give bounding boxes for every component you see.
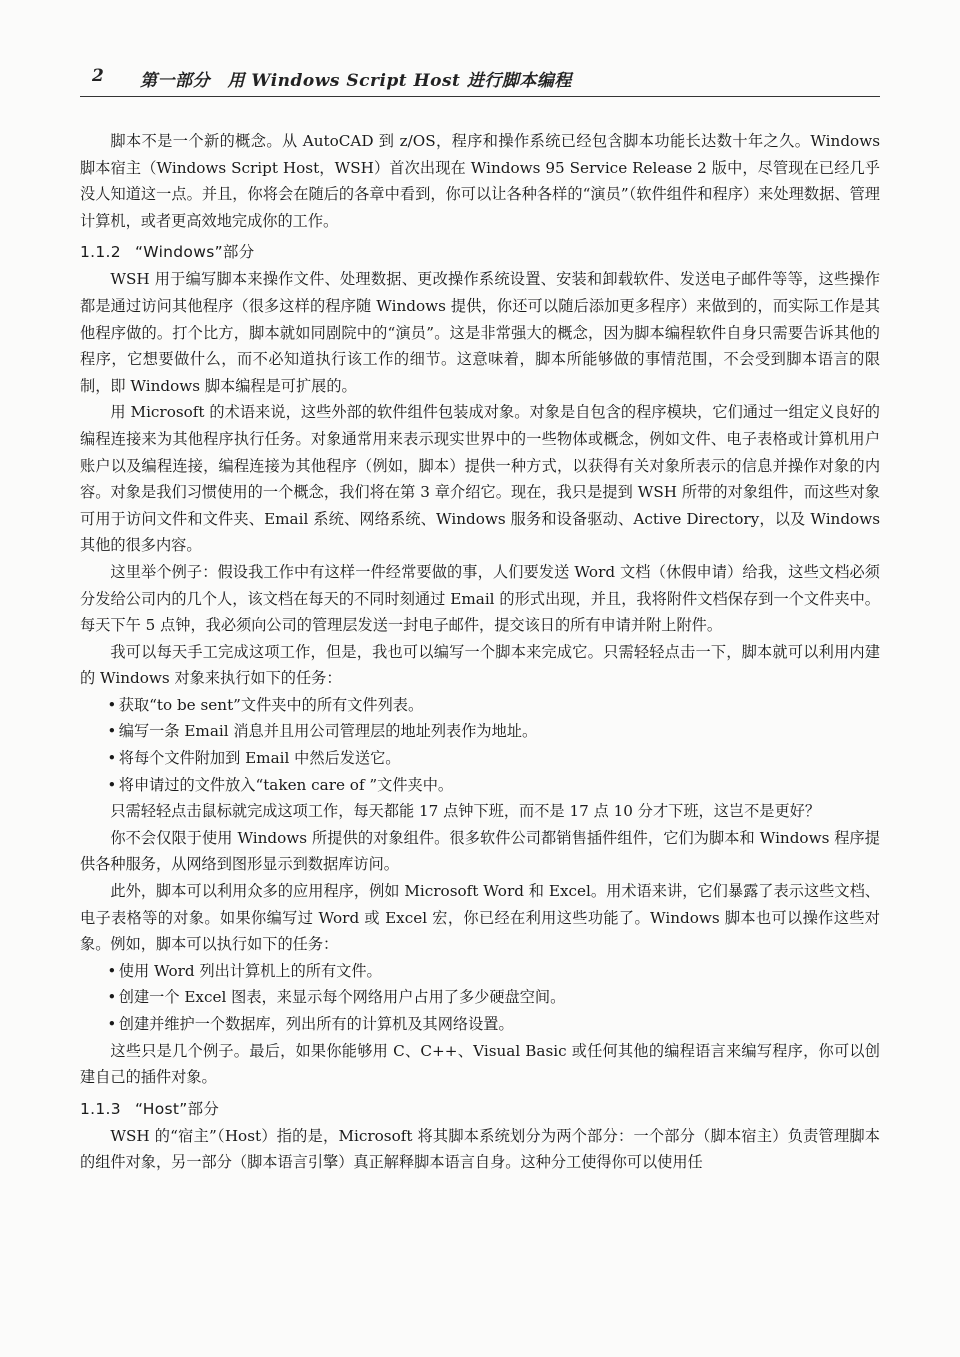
task-list-office: [80, 958, 880, 1038]
section-title: “Host”部分: [134, 1099, 220, 1118]
list-item-text: 编写一条 Email 消息并且用公司管理层的地址列表作为地址。: [118, 722, 538, 741]
list-item: [80, 772, 880, 799]
page-number: 2: [92, 66, 104, 86]
task-list-windows: [80, 692, 880, 798]
chapter-title: 第一部分 用 Windows Script Host 进行脚本编程: [140, 71, 572, 91]
list-item: [80, 718, 880, 745]
paragraph: 只需轻轻点击鼠标就完成这项工作，每天都能 17 点钟下班，而不是 17 点 10 分才下班，这岂不是更好？: [110, 802, 821, 821]
list-item: [80, 984, 880, 1011]
section-number: 1.1.3: [80, 1099, 121, 1118]
bullet-symbol: •: [107, 988, 117, 1007]
list-item: [80, 745, 880, 772]
section-heading-1-1-3: [80, 1095, 880, 1123]
list-item-text: 获取“to be sent”文件夹中的所有文件列表。: [118, 695, 424, 714]
bullet-symbol: •: [107, 695, 117, 714]
paragraph: WSH 用于编写脚本来操作文件、处理数据、更改操作系统设置、安装和卸载软件、发送电子邮件等等，这些操作都是通过访问其他程序（很多这样的程序随 Windows 提供，你还可以随后添加更多程序）来做到的，而实际工作是其他程序做的。打个比方，脚本就如同剧院中的“演员”。这是非常强大的概念，因为脚本编程软件自身只需要告诉其他的程序，它想要做什么，而不必知道执行该工作的细节。这意味着，脚本所能够做的事情范围，不会受到脚本语言的限制，即 Windows 脚本编程是可扩展的。: [80, 270, 880, 395]
list-item-text: 将每个文件附加到 Email 中然后发送它。: [118, 749, 401, 768]
section-title: “Windows”部分: [134, 243, 255, 262]
section-number: 1.1.2: [80, 243, 121, 262]
paragraph: 用 Microsoft 的术语来说，这些外部的软件组件包装成对象。对象是自包含的程序模块，它们通过一组定义良好的编程连接来为其他程序执行任务。对象通常用来表示现实世界中的一些物体或概念，例如文件、电子表格或计算机用户账户以及编程连接，编程连接为其他程序（例如，脚本）提供一种方式，以获得有关对象所表示的信息并操作对象的内容。对象是我们习惯使用的一个概念，我们将在第 3 章介绍它。现在，我只是提到 WSH 所带的对象组件，而这些对象可用于访问文件和文件夹、Email 系统、网络系统、Windows 服务和设备驱动、Active Directory，以及 Windows 其他的很多内容。: [80, 403, 880, 555]
bullet-symbol: •: [107, 1015, 117, 1033]
list-item-text: 创建并维护一个数据库，列出所有的计算机及其网络设置。: [118, 1015, 514, 1033]
list-item: [80, 692, 880, 719]
bullet-symbol: •: [107, 775, 117, 794]
list-item-text: 创建一个 Excel 图表，来显示每个网络用户占用了多少硬盘空间。: [118, 988, 566, 1007]
paragraph: 脚本不是一个新的概念。从 AutoCAD 到 z/OS，程序和操作系统已经包含脚本功能长达数十年之久。Windows 脚本宿主（Windows Script Host，WSH）首次出现在 Windows 95 Service Release 2 版中，尽管现在已经几乎没人知道这一点。并且，你将会在随后的各章中看到，你可以让各种各样的“演员”（软件组件和程序）来处理数据、管理计算机，或者更高效地完成你的工作。: [80, 132, 880, 230]
body-text: [80, 128, 880, 1176]
list-item-text: 使用 Word 列出计算机上的所有文件。: [118, 961, 382, 980]
paragraph: 这些只是几个例子。最后，如果你能够用 C、C++、Visual Basic 或任何其他的编程语言来编写程序，你可以创建自己的插件对象。: [80, 1041, 880, 1087]
bullet-symbol: •: [107, 722, 117, 741]
header-rule: [80, 96, 880, 97]
section-heading-1-1-2: [80, 238, 880, 266]
paragraph: WSH 的“宿主”（Host）指的是，Microsoft 将其脚本系统划分为两个部分：一个部分（脚本宿主）负责管理脚本的组件对象，另一部分（脚本语言引擎）真正解释脚本语言自身。这种分工使得你可以使用任: [80, 1126, 880, 1172]
list-item-text: 将申请过的文件放入“taken care of ”文件夹中。: [118, 775, 454, 794]
paragraph: 你不会仅限于使用 Windows 所提供的对象组件。很多软件公司都销售插件组件，它们为脚本和 Windows 程序提供各种服务，从网络到图形显示到数据库访问。: [80, 828, 880, 874]
bullet-symbol: •: [107, 749, 117, 768]
list-item: [80, 958, 880, 985]
paragraph: 我可以每天手工完成这项工作，但是，我也可以编写一个脚本来完成它。只需轻轻点击一下，脚本就可以利用内建的 Windows 对象来执行如下的任务：: [80, 642, 880, 688]
paragraph: 此外，脚本可以利用众多的应用程序，例如 Microsoft Word 和 Excel。用术语来讲，它们暴露了表示这些文档、电子表格等的对象。如果你编写过 Word 或 Excel 宏，你已经在利用这些功能了。Windows 脚本也可以操作这些对象。例如，脚本可以执行如下的任务：: [80, 882, 880, 954]
list-item: [80, 1011, 880, 1038]
bullet-symbol: •: [107, 961, 117, 980]
running-header: [80, 64, 880, 94]
paragraph: 这里举个例子：假设我工作中有这样一件经常要做的事，人们要发送 Word 文档（休假申请）给我，这些文档必须分发给公司内的几个人，该文档在每天的不同时刻通过 Email 的形式出现，并且，我将附件文档保存到一个文件夹中。每天下午 5 点钟，我必须向公司的管理层发送一封电子邮件，提交该日的所有申请并附上附件。: [80, 562, 880, 635]
